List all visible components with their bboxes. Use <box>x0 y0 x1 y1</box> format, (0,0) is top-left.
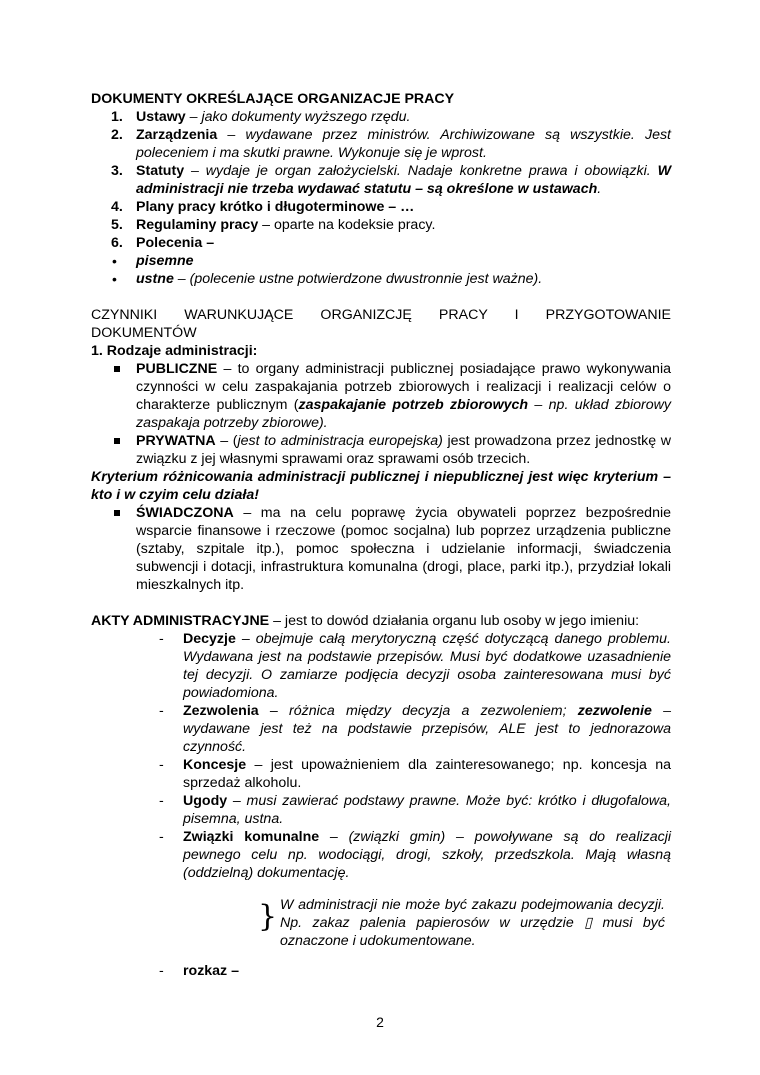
list-item: 1. Ustawy – jako dokumenty wyższego rzędu. <box>111 109 411 125</box>
section-title-czynniki: CZYNNIKI WARUNKUJĄCE ORGANIZCJĘ PRACY I PRZYGOTOWANIE <box>91 307 671 323</box>
list-item: 5. Regulaminy pracy – oparte na kodeksie pracy. <box>111 217 436 233</box>
numbered-list-dokumenty <box>91 108 671 252</box>
bullet-icon: • <box>112 253 117 269</box>
section-title-dokumenty: DOKUMENTY OKREŚLAJĄCE ORGANIZACJE PRACY <box>91 91 455 107</box>
list-item: • pisemne <box>112 253 194 269</box>
note-text: W administracji nie może być zakazu podejmowania decyzji. Np. zakaz palenia papierosów w urzędzie ▯ musi być oznaczone i udokumentowane. <box>280 897 665 949</box>
list-item: 4. Plany pracy krótko i długoterminowe – … <box>111 199 415 215</box>
square-bullet-icon <box>114 510 120 516</box>
square-list-swiadczona <box>91 504 671 594</box>
document-page <box>91 90 671 980</box>
akty-intro: AKTY ADMINISTRACYJNE – jest to dowód działania organu lub osoby w jego imieniu: <box>91 613 640 629</box>
list-item: - Decyzje – obejmuje całą merytoryczną część dotyczącą danego problemu. Wydawana jest na podstawie przepisów. Musi być dodatkowe uzasadnienie tej decyzji. O zamiarze podjęcia decyzji osoba zainteresowana musi być powiadomiona. <box>159 631 671 701</box>
subsection-title: 1. Rodzaje administracji: <box>91 343 258 359</box>
section-title-czynniki-cont: DOKUMENTÓW <box>91 325 197 341</box>
dash-list-rozkaz <box>91 962 671 980</box>
kryterium-note: Kryterium różnicowania administracji publicznej i niepublicznej jest więc kryterium – kto i w czyim celu działa! <box>91 469 671 503</box>
page-number: 2 <box>376 1014 384 1030</box>
square-bullet-icon <box>114 366 120 372</box>
list-item: PUBLICZNE – to organy administracji publicznej posiadające prawo wykonywania czynności w celu zaspakajania potrzeb zbiorowych i realizacji i realizacji celów o charakterze publicznym (zaspakajanie potrzeb zbiorowych – np. układ zbiorowy zaspakaja potrzeby zbiorowe). <box>91 360 671 432</box>
list-item: - Zezwolenia – różnica między decyzja a zezwoleniem; zezwolenie – wydawane jest też na podstawie przepisów, ALE jest to jednorazowa czynność. <box>159 703 672 755</box>
list-item: - rozkaz – <box>159 963 239 979</box>
note-block <box>91 896 671 954</box>
list-item: PRYWATNA – (jest to administracja europejska) jest prowadzona przez jednostkę w związku z jej własnymi sprawami oraz sprawami osób trzecich. <box>91 432 671 468</box>
square-list-administracja <box>91 360 671 468</box>
list-item: 2. Zarządzenia – wydawane przez ministrów. Archiwizowane są wszystkie. Jest poleceniem i ma skutki prawne. Wykonuje się je wprost. <box>111 127 671 161</box>
list-item: ŚWIADCZONA – ma na celu poprawę życia obywateli poprzez bezpośrednie wsparcie finansowe i rzeczowe (pomoc socjalna) lub poprzez urządzenia publiczne (sztaby, szpitale itp.), pomoc społeczna i udzielanie informacji, świadczenia subwencji i dotacji, infrastruktura komunalna (drogi, place, parki itp.), przydział lokali mieszkalnych itp. <box>91 504 671 594</box>
brace-symbol: } <box>258 899 278 934</box>
list-item: - Związki komunalne – (związki gmin) – powoływane są do realizacji pewnego celu np. wodociągi, drogi, szkoły, przedszkola. Mają własną (oddzielną) dokumentację. <box>159 829 672 881</box>
bullet-list-polecenia <box>91 252 671 288</box>
list-item: 6. Polecenia – <box>111 235 215 251</box>
dash-list-akty <box>91 630 671 882</box>
bullet-icon: • <box>112 271 117 287</box>
square-bullet-icon <box>114 438 120 444</box>
list-item: 3. Statuty – wydaje je organ założycielski. Nadaje konkretne prawa i obowiązki. W administracji nie trzeba wydawać statutu – są określone w ustawach. <box>111 163 671 197</box>
list-item: - Ugody – musi zawierać podstawy prawne. Może być: krótko i długofalowa, pisemna, ustna. <box>159 793 672 827</box>
list-item: • ustne – (polecenie ustne potwierdzone dwustronnie jest ważne). <box>112 271 543 287</box>
list-item: - Koncesje – jest upoważnieniem dla zainteresowanego; np. koncesja na sprzedaż alkoholu. <box>159 757 672 791</box>
